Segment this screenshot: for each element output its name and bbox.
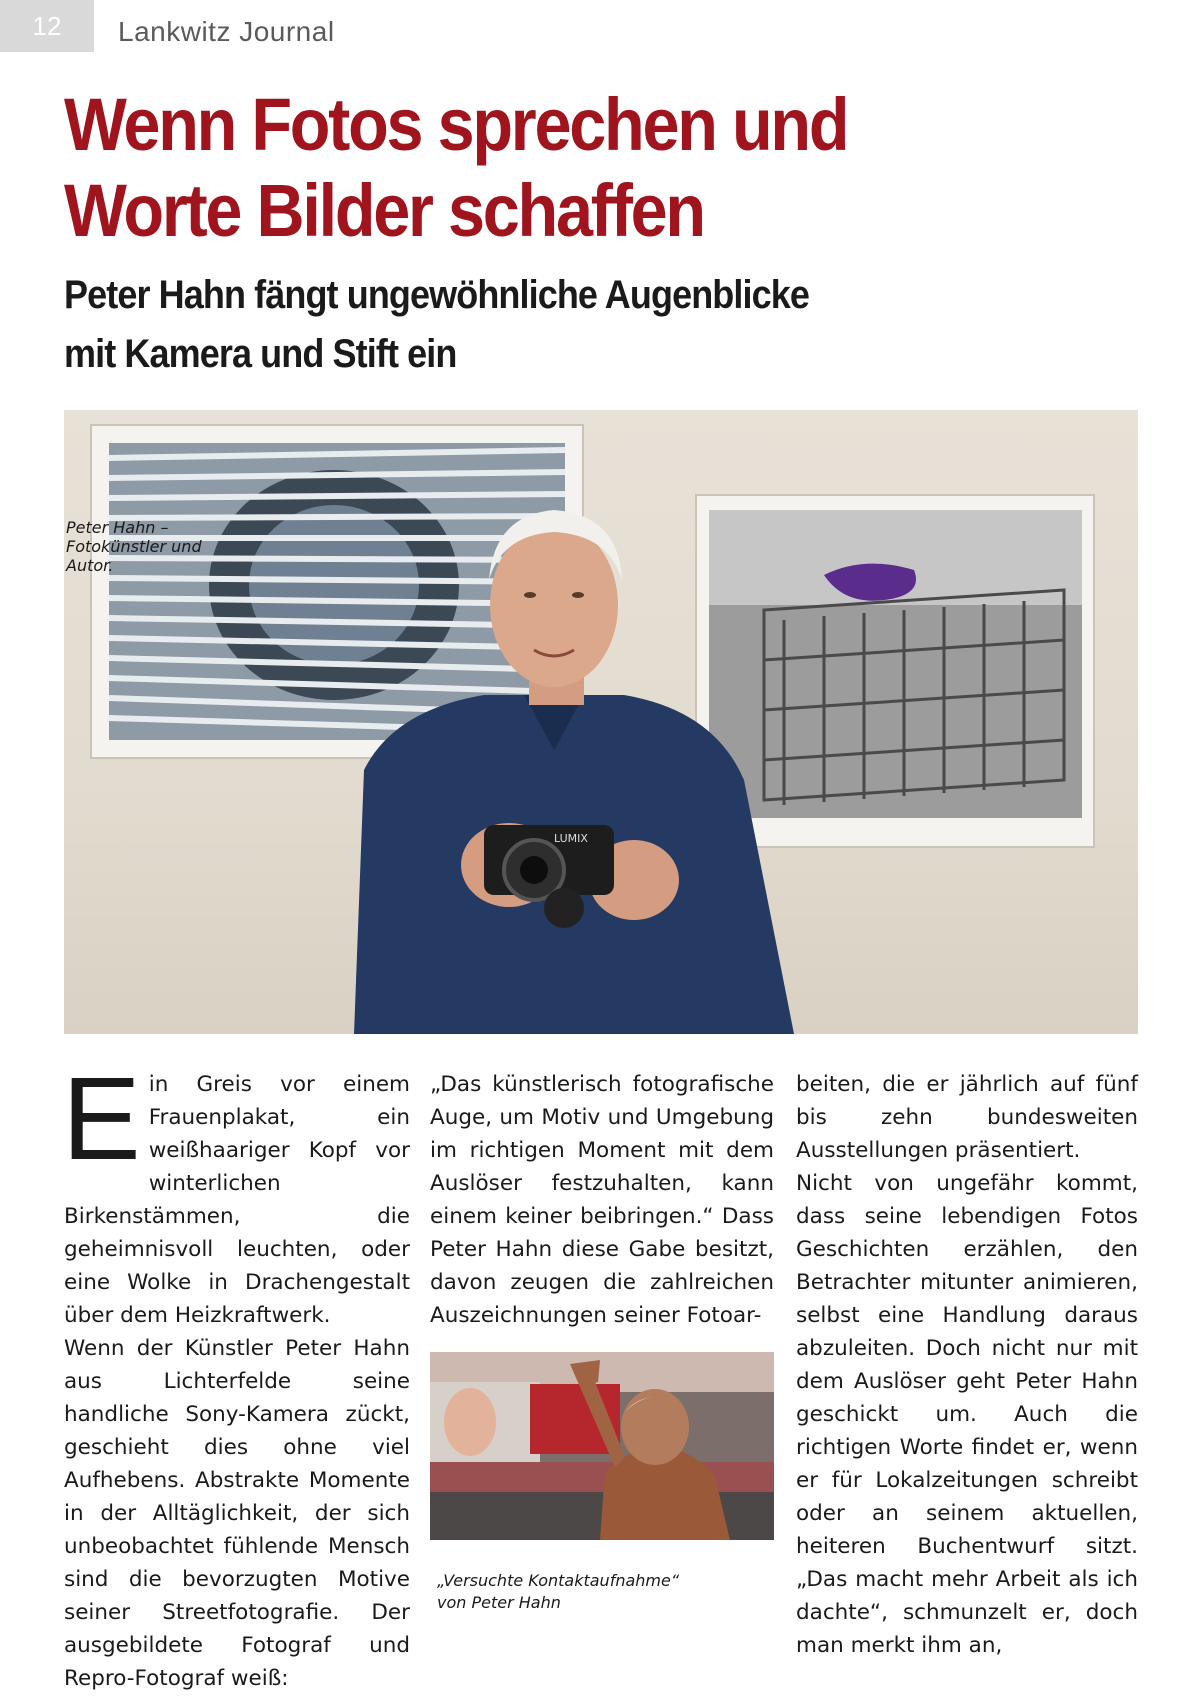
street-photo: [430, 1352, 774, 1540]
page-number-box: [0, 0, 94, 52]
caption-line: von Peter Hahn: [437, 1593, 561, 1612]
caption-line: Peter Hahn –: [66, 518, 169, 537]
body-paragraph: „Das künstlerisch fotografische Auge, um Motiv und Umgebung im richtigen Moment mit dem Auslöser festzuhalten, kann einem keiner beibringen.“ Dass Peter Hahn diese Gabe besitzt, davon zeugen die zahlreichen Auszeichnungen seiner Fotoar-: [430, 1072, 774, 1328]
subhead-line: Peter Hahn fängt ungewöhnliche Augenblicke: [64, 273, 809, 317]
main-photo-caption: [66, 518, 206, 575]
photo-illustration: [64, 410, 1138, 1034]
body-paragraph: beiten, die er jährlich auf fünf bis zehn bundesweiten Ausstellungen präsentiert.: [796, 1072, 1138, 1163]
caption-line: „Versuchte Kontaktaufnahme“: [437, 1571, 680, 1590]
body-paragraph: Nicht von ungefähr kommt, dass seine lebendigen Fotos Geschichten erzählen, den Betrachter mitunter animieren, selbst eine Handlung daraus abzuleiten. Doch nicht nur mit dem Auslöser geht Peter Hahn geschickt um. Auch die richtigen Worte findet er, wenn er für Lokalzeitungen schreibt oder an seinem aktuellen, heiteren Buchentwurf sitzt. „Das macht mehr Arbeit als ich dachte“, schmunzelt er, doch man merkt ihm an,: [796, 1171, 1138, 1658]
main-photo: [64, 410, 1138, 1034]
caption-line: Autor.: [66, 556, 114, 575]
drop-cap: E: [62, 1053, 141, 1185]
article-headline: [64, 82, 874, 254]
street-photo-caption: [437, 1570, 767, 1614]
article-subhead: [64, 266, 874, 384]
body-column-2: [430, 1068, 774, 1332]
body-column-3: [796, 1068, 1138, 1662]
right-framed-print: [696, 495, 1094, 847]
camera-brand: LUMIX: [554, 832, 588, 845]
body-paragraph: in Greis vor einem Frauenplakat, ein weißhaariger Kopf vor winterlichen Birkenstämmen, die geheimnisvoll leuchten, oder eine Wolke in Drachengestalt über dem Heizkraftwerk.: [64, 1072, 410, 1328]
page-number: 12: [32, 10, 62, 41]
headline-line: Worte Bilder schaffen: [64, 169, 704, 252]
body-column-1: [62, 1053, 410, 1695]
caption-line: Fotokünstler und: [66, 537, 202, 556]
journal-name: Lankwitz Journal: [118, 16, 335, 47]
body-paragraph: Wenn der Künstler Peter Hahn aus Lichterfelde seine handliche Sony-Kamera zückt, geschieht dies ohne viel Aufhebens. Abstrakte Momente in der Alltäglichkeit, der sich unbeobachtet fühlende Mensch sind die bevorzugten Motive seiner Streetfotografie. Der ausgebildete Fotograf und Repro-Fotograf weiß:: [64, 1336, 410, 1691]
street-photo-illustration: [430, 1352, 774, 1540]
headline-line: Wenn Fotos sprechen und: [64, 83, 848, 166]
subhead-line: mit Kamera und Stift ein: [64, 332, 457, 376]
